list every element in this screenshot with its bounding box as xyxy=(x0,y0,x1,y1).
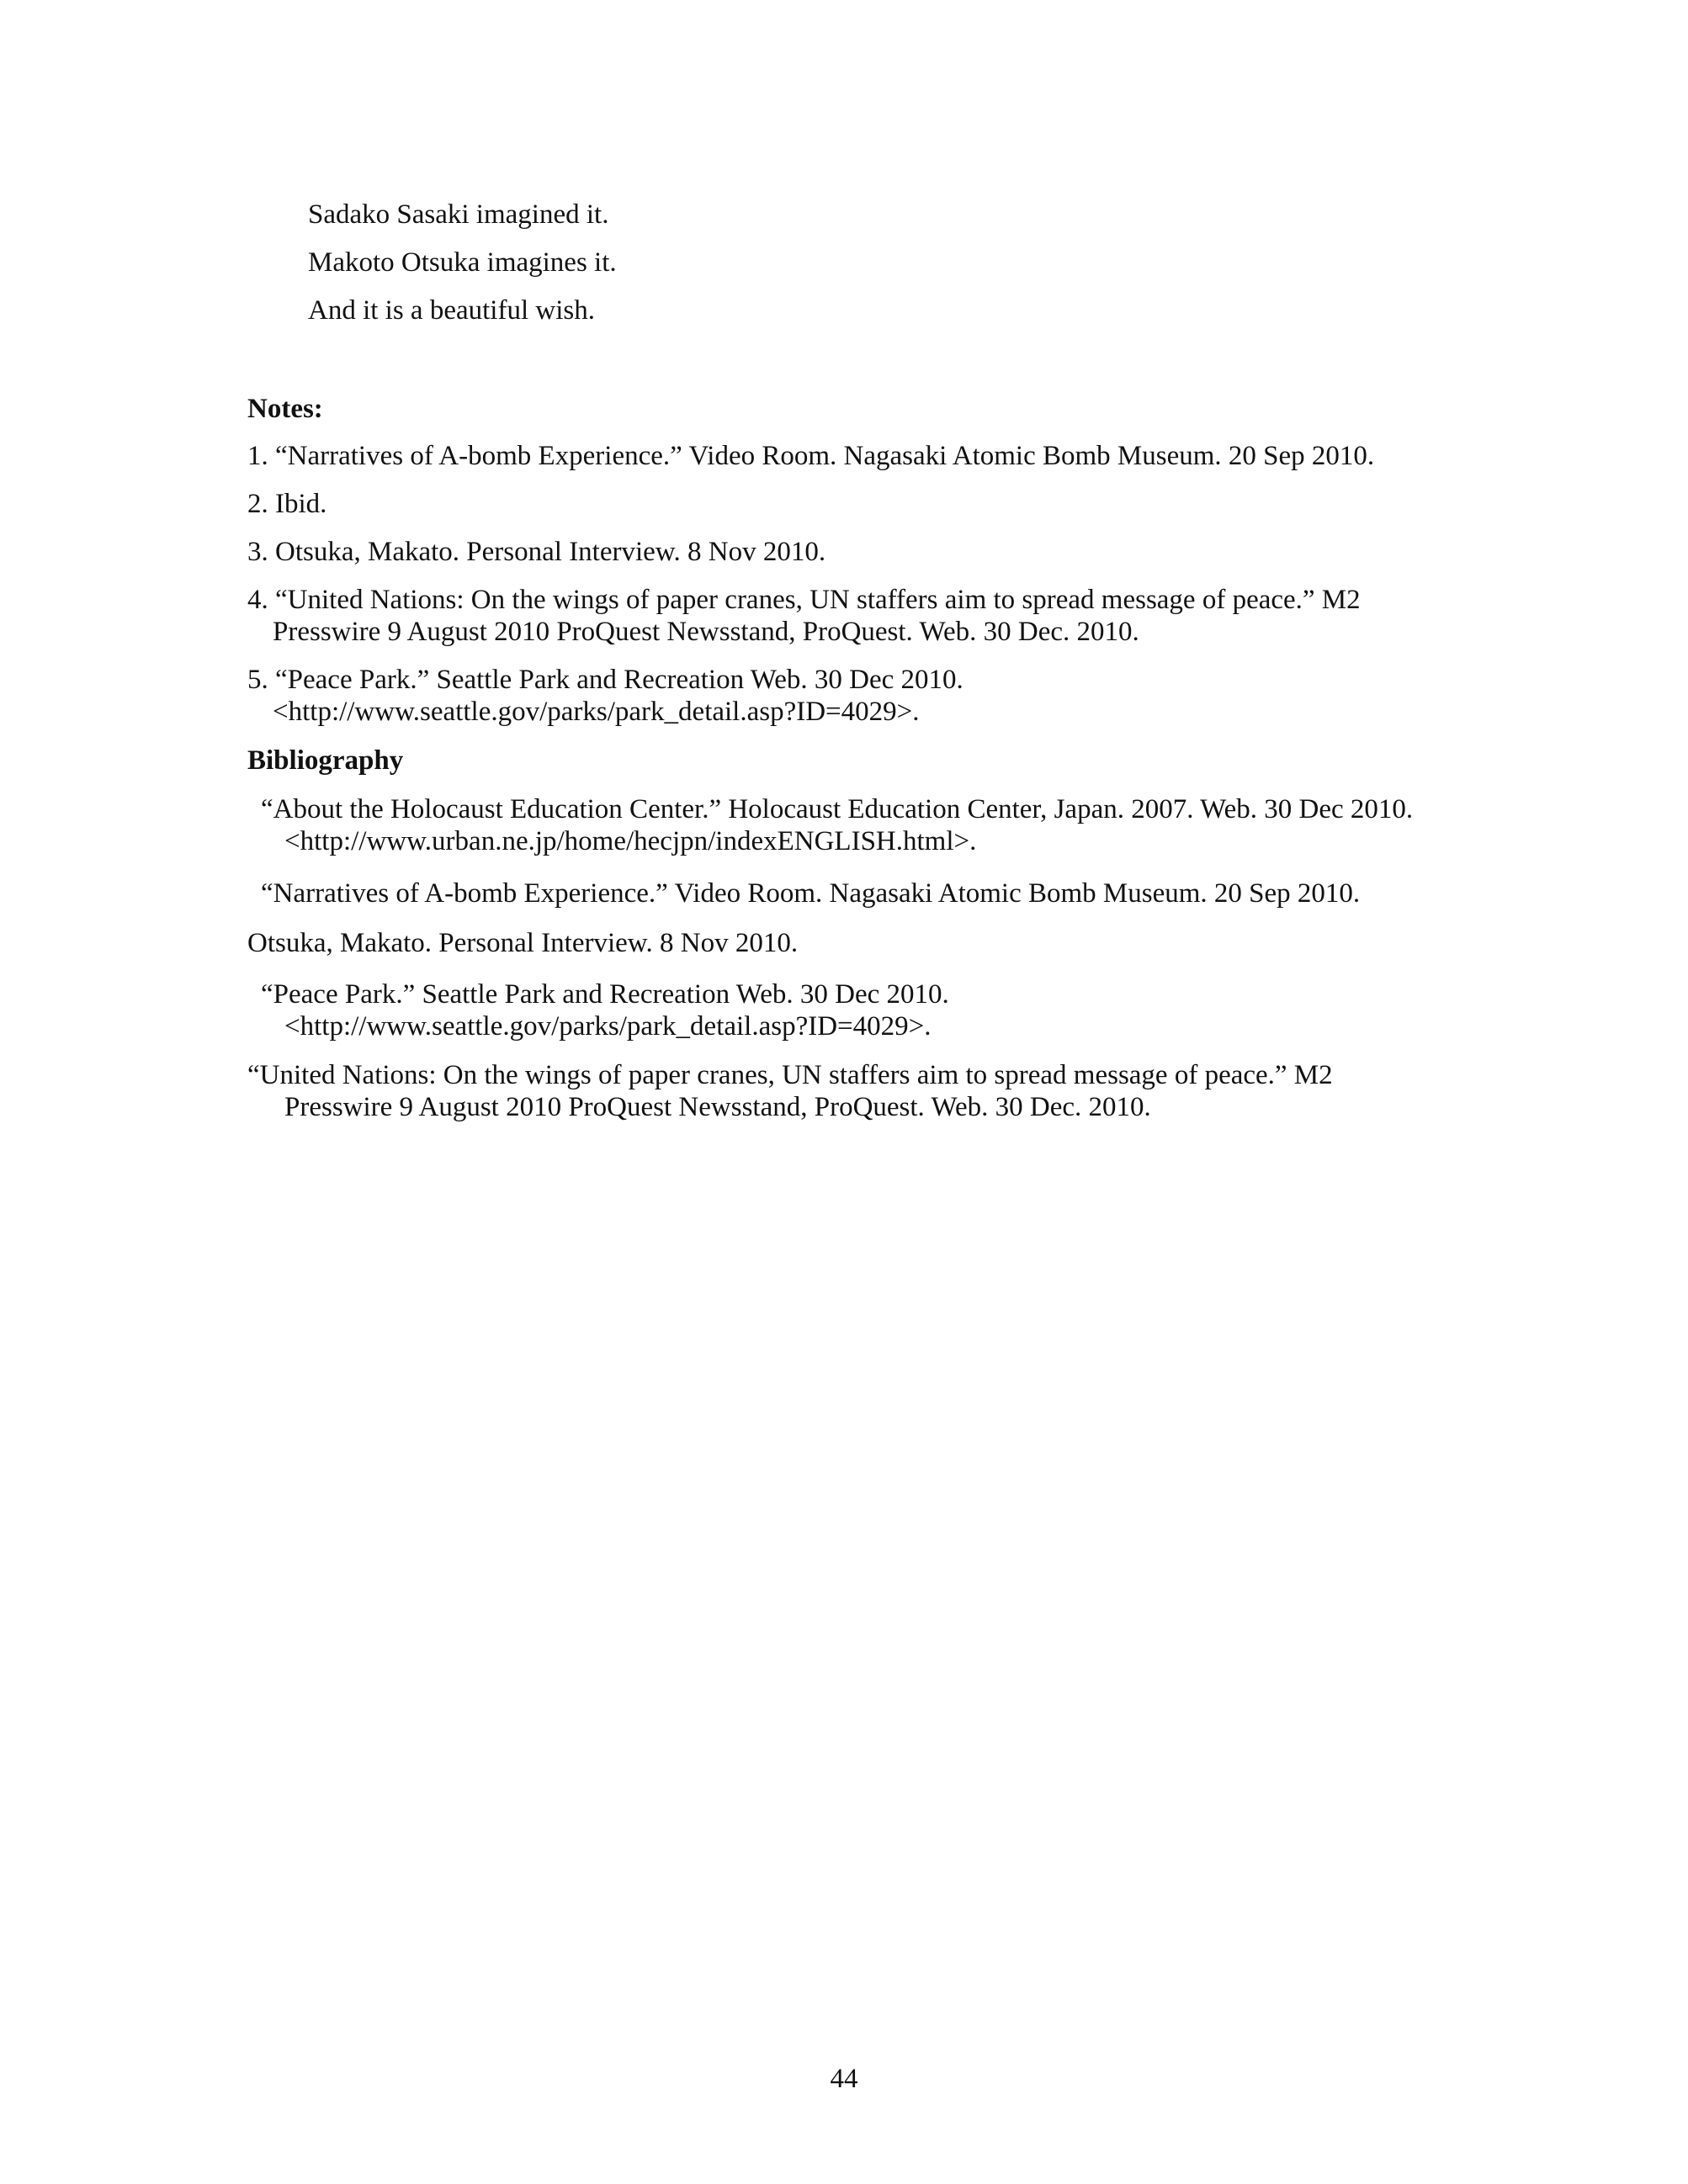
bibliography-entry: “About the Holocaust Education Center.” Holocaust Education Center, Japan. 2007. Web. 30 Dec 2010. xyxy=(261,794,1414,824)
note-item: 3. Otsuka, Makato. Personal Interview. 8 Nov 2010. xyxy=(247,537,826,567)
bibliography-entry: “United Nations: On the wings of paper cranes, UN staffers aim to spread message of peace.” M2 xyxy=(247,1060,1333,1090)
poem-line: Makoto Otsuka imagines it. xyxy=(308,247,617,278)
poem-line: Sadako Sasaki imagined it. xyxy=(308,199,609,230)
note-item: 5. “Peace Park.” Seattle Park and Recreation Web. 30 Dec 2010. xyxy=(247,665,963,695)
note-item: 1. “Narratives of A-bomb Experience.” Video Room. Nagasaki Atomic Bomb Museum. 20 Sep 2010. xyxy=(247,441,1375,471)
bibliography-entry: Otsuka, Makato. Personal Interview. 8 Nov 2010. xyxy=(247,928,799,958)
notes-heading: Notes: xyxy=(247,394,323,424)
bibliography-heading: Bibliography xyxy=(247,745,404,776)
page-number: 44 xyxy=(830,2064,858,2094)
bibliography-entry: “Narratives of A-bomb Experience.” Video Room. Nagasaki Atomic Bomb Museum. 20 Sep 2010. xyxy=(261,878,1361,909)
bibliography-entry: “Peace Park.” Seattle Park and Recreation Web. 30 Dec 2010. xyxy=(261,979,949,1010)
poem-line: And it is a beautiful wish. xyxy=(308,295,595,326)
note-item: 4. “United Nations: On the wings of paper cranes, UN staffers aim to spread message of peace.” M2 xyxy=(247,585,1361,615)
bibliography-entry-continuation: Presswire 9 August 2010 ProQuest Newsstand, ProQuest. Web. 30 Dec. 2010. xyxy=(284,1092,1151,1122)
bibliography-entry-continuation: <http://www.seattle.gov/parks/park_detail.asp?ID=4029>. xyxy=(284,1011,932,1042)
note-item-continuation: Presswire 9 August 2010 ProQuest Newsstand, ProQuest. Web. 30 Dec. 2010. xyxy=(273,617,1139,647)
note-item-continuation: <http://www.seattle.gov/parks/park_detail.asp?ID=4029>. xyxy=(273,697,920,727)
bibliography-entry-continuation: <http://www.urban.ne.jp/home/hecjpn/indexENGLISH.html>. xyxy=(284,826,977,856)
note-item: 2. Ibid. xyxy=(247,489,327,519)
